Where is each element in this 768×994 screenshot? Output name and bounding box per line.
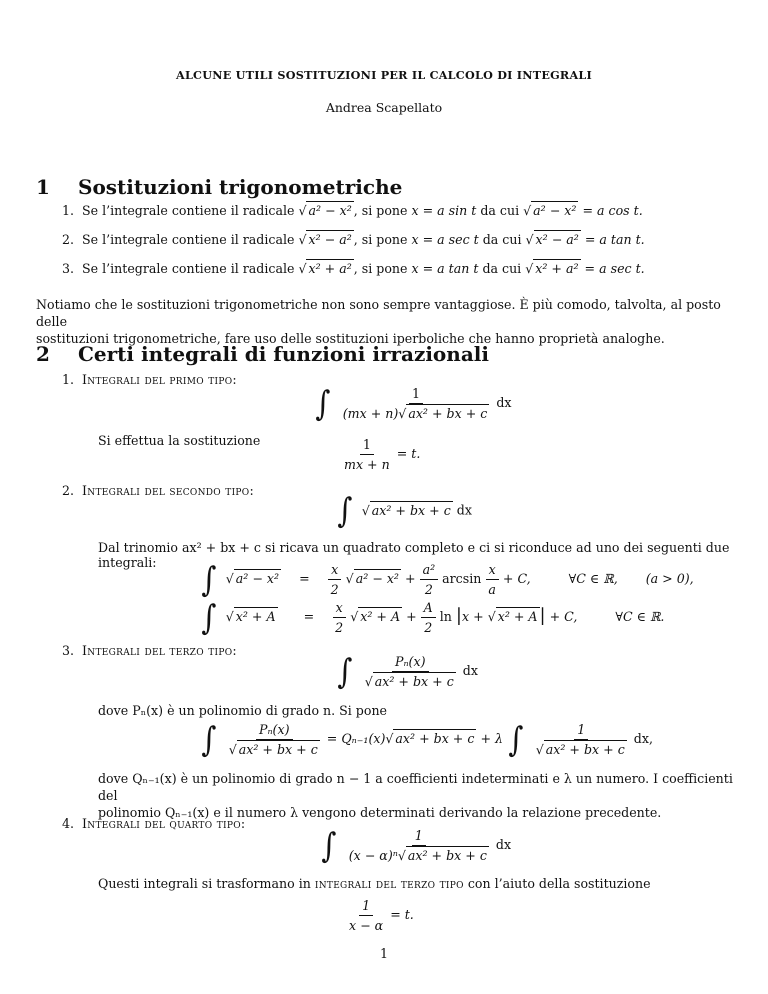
document-author: Andrea Scapellato — [325, 100, 443, 115]
text-smallcaps: integrali del terzo tipo — [314, 876, 464, 891]
text-line: polinomio Qₙ₋₁(x) e il numero λ vengono determinati derivando la relazione precedente. — [98, 805, 662, 820]
integral-type-2-text: Dal trinomio ax² + bx + c si ricava un quadrato completo e ci si riconduce ad uno dei seguenti due integrali: — [98, 540, 730, 570]
fraction — [328, 562, 342, 597]
differential: dx — [462, 663, 478, 678]
denominator: √ ax² + bx + c — [228, 742, 318, 757]
den-part: (x − α)ⁿ — [348, 848, 398, 863]
den-part: (mx + n) — [342, 406, 399, 421]
radical: √ x² + A — [487, 609, 538, 624]
fraction — [420, 562, 439, 597]
integral-type-4-text — [98, 876, 651, 891]
item-number: 1. — [62, 203, 75, 218]
radical: √ x² + a² — [298, 261, 352, 276]
numerator: 1 — [409, 386, 423, 404]
radicand: a² − x² — [308, 203, 352, 218]
rhs: = t. — [390, 907, 414, 922]
item-text: , si pone — [353, 232, 408, 247]
denominator: √ ax² + bx + c — [535, 742, 625, 757]
integral-type-4-formula — [320, 825, 512, 866]
item-label: Integrali del terzo tipo: — [82, 643, 237, 658]
numerator: 1 — [574, 722, 588, 740]
numerator: x — [486, 562, 499, 580]
denominator: 2 — [424, 582, 433, 597]
numerator: 1 — [412, 828, 426, 846]
section-2-number: 2 — [36, 342, 50, 366]
integral-type-1-formula — [314, 383, 512, 424]
formula-row-1 — [200, 559, 760, 600]
page-number: 1 — [379, 946, 388, 961]
item-number: 4. — [62, 816, 75, 831]
fraction — [341, 437, 393, 472]
trig-item-2 — [62, 232, 645, 247]
integral-sign: ∫ — [337, 651, 353, 692]
integral-type-3-formula — [336, 651, 478, 692]
fraction — [485, 562, 499, 597]
item-text: Se l’integrale contiene il radicale — [82, 261, 295, 276]
integral-type-3-text1: dove Pₙ(x) è un polinomio di grado n. Si pone — [98, 703, 388, 718]
integral-sign: ∫ — [321, 825, 337, 866]
denominator: mx + n — [344, 457, 390, 472]
plus: + — [405, 571, 416, 586]
denominator: 2 — [424, 620, 433, 635]
radicand: a² − x² — [235, 571, 280, 586]
radical: √ x² + a² — [525, 261, 579, 276]
equals: = — [299, 571, 310, 586]
item-label: Integrali del secondo tipo: — [82, 483, 255, 498]
radicand: ax² + bx + c — [238, 742, 318, 757]
integral-sign: ∫ — [201, 719, 217, 760]
item-number: 2. — [62, 483, 75, 498]
substitution: x = a sin t — [411, 203, 477, 218]
trig-item-3 — [62, 261, 645, 276]
numerator: A — [421, 600, 436, 618]
text-part: Questi integrali si trasformano in — [98, 876, 311, 891]
integral-sign: ∫ — [201, 559, 217, 600]
note-line: Notiamo che le sostituzioni trigonometriche non sono sempre vantaggiose. È più comodo, talvolta, al posto delle — [36, 297, 721, 329]
result: = a sec t. — [584, 261, 645, 276]
trig-item-1 — [62, 203, 643, 218]
numerator: a² — [420, 562, 439, 580]
numerator: 1 — [360, 437, 374, 455]
item-number: 3. — [62, 261, 75, 276]
radical: √ x² − a² — [298, 232, 352, 247]
radicand: x² + a² — [535, 261, 579, 276]
item-number: 2. — [62, 232, 75, 247]
denominator: x − α — [349, 918, 384, 933]
numerator: x — [328, 562, 341, 580]
plus: + — [406, 609, 417, 624]
fraction — [346, 898, 386, 933]
fraction — [346, 828, 492, 863]
section-1-note — [36, 296, 736, 347]
radical: √ ax² + bx + c — [361, 502, 451, 518]
result: = a tan t. — [584, 232, 645, 247]
integral-type-1-subst-text: Si effettua la sostituzione — [98, 433, 261, 448]
item-text: Se l’integrale contiene il radicale — [82, 232, 295, 247]
radical: √ x² + A — [350, 609, 401, 624]
item-text: , si pone — [353, 203, 408, 218]
lambda-term: + λ — [480, 731, 503, 746]
item-text: da cui — [480, 203, 520, 218]
equals: = — [303, 609, 315, 624]
radical: √ ax² + bx + c — [385, 731, 475, 746]
denominator: 2 — [335, 620, 344, 635]
constant: + C, — [549, 609, 578, 624]
denominator — [346, 846, 492, 863]
radicand: ax² + bx + c — [395, 731, 475, 746]
numerator: x — [333, 600, 346, 618]
fraction — [340, 386, 493, 421]
function-name: arcsin — [442, 571, 482, 586]
item-number: 3. — [62, 643, 75, 658]
fraction — [533, 722, 630, 757]
section-1-heading — [36, 175, 402, 199]
formula-row-2: ∫ √ x² + A = $\frac{x}{2}$ √ x² + A + $\frac{A}{2}$ ln |x + √ x² + A | + C, ∀C ∈ ℝ. — [201, 597, 665, 638]
fraction — [362, 654, 459, 689]
radical: √ x² + A — [225, 609, 276, 624]
text-part: con l’aiuto della sostituzione — [467, 876, 651, 891]
radicand: ax² + bx + c — [407, 848, 487, 863]
condition: ∀C ∈ ℝ. — [615, 609, 665, 624]
integral-type-1-subst — [341, 437, 420, 472]
denominator: a — [488, 582, 496, 597]
item-text: , si pone — [353, 261, 408, 276]
radicand: x² − a² — [308, 232, 352, 247]
fraction — [421, 600, 436, 635]
radicand: x² + A — [235, 609, 276, 624]
integral-type-2-label — [62, 483, 254, 498]
radicand: ax² + bx + c — [408, 406, 488, 421]
integral-type-1-label — [62, 372, 237, 387]
integral-type-3-label — [62, 643, 237, 658]
rhs: = t. — [396, 446, 421, 461]
fraction — [226, 722, 323, 757]
radicand: ax² + bx + c — [374, 674, 454, 689]
numerator: 1 — [359, 898, 373, 916]
integral-type-2-formula — [336, 491, 472, 531]
q-polynomial: = Qₙ₋₁(x) — [326, 731, 386, 746]
radicand: x² + a² — [308, 261, 352, 276]
radicand: x² + A — [497, 609, 538, 624]
radical: √ a² − x² — [298, 203, 352, 218]
condition: (a > 0), — [645, 571, 694, 586]
integral-sign: ∫ — [508, 719, 524, 760]
abs-part: x + — [462, 609, 484, 624]
section-1-title: Sostituzioni trigonometriche — [78, 175, 403, 199]
radicand: ax² + bx + c — [545, 742, 625, 757]
integral-sign: ∫ — [315, 383, 331, 424]
item-text: Se l’integrale contiene il radicale — [82, 203, 295, 218]
integral-type-4-label — [62, 816, 245, 831]
substitution: x = a tan t — [411, 261, 479, 276]
denominator: √ ax² + bx + c — [364, 674, 454, 689]
substitution: x = a sec t — [411, 232, 479, 247]
constant: + C, — [502, 571, 531, 586]
result: = a cos t. — [582, 203, 643, 218]
numerator: Pₙ(x) — [392, 654, 429, 672]
section-1-number: 1 — [36, 175, 50, 199]
document-title: ALCUNE UTILI SOSTITUZIONI PER IL CALCOLO DI INTEGRALI — [176, 68, 592, 82]
item-label: Integrali del primo tipo: — [82, 372, 237, 387]
note-line: sostituzioni trigonometriche, fare uso delle sostituzioni iperboliche che hanno proprietà analoghe. — [36, 331, 665, 346]
radicand: a² − x² — [355, 571, 399, 586]
item-text: da cui — [482, 232, 522, 247]
denominator: 2 — [330, 582, 339, 597]
integral-sign: ∫ — [201, 597, 217, 638]
radicand: ax² + bx + c — [371, 502, 451, 518]
section-2-heading — [36, 342, 489, 366]
differential: dx — [495, 837, 512, 852]
denominator — [340, 404, 493, 421]
differential: dx, — [633, 731, 653, 746]
radical: √ ax² + bx + c — [397, 848, 487, 863]
radical: √ a² − x² — [523, 203, 577, 218]
radicand: x² − a² — [535, 232, 579, 247]
item-number: 1. — [62, 372, 75, 387]
integral-type-4-subst — [346, 898, 414, 933]
radical: √ a² − x² — [345, 571, 399, 586]
radical: √ a² − x² — [225, 571, 280, 586]
radicand: a² − x² — [533, 203, 577, 218]
condition: ∀C ∈ ℝ, — [568, 571, 618, 586]
item-label: Integrali del quarto tipo: — [82, 816, 246, 831]
integral-type-3-relation — [200, 719, 760, 760]
differential: dx — [456, 502, 472, 518]
fraction — [332, 600, 346, 635]
numerator: Pₙ(x) — [256, 722, 293, 740]
item-text: da cui — [482, 261, 522, 276]
radical: √ ax² + bx + c — [398, 406, 488, 421]
integral-type-3-text2 — [98, 770, 748, 821]
section-2-title: Certi integrali di funzioni irrazionali — [78, 342, 489, 366]
radical: √ x² − a² — [525, 232, 579, 247]
function-name: ln — [439, 609, 452, 624]
integral-sign: ∫ — [337, 491, 353, 531]
radicand: x² + A — [360, 609, 401, 624]
text-line: dove Qₙ₋₁(x) è un polinomio di grado n − 1 a coefficienti indeterminati e λ un numero. I coefficienti del — [98, 771, 733, 803]
differential: dx — [496, 395, 512, 410]
